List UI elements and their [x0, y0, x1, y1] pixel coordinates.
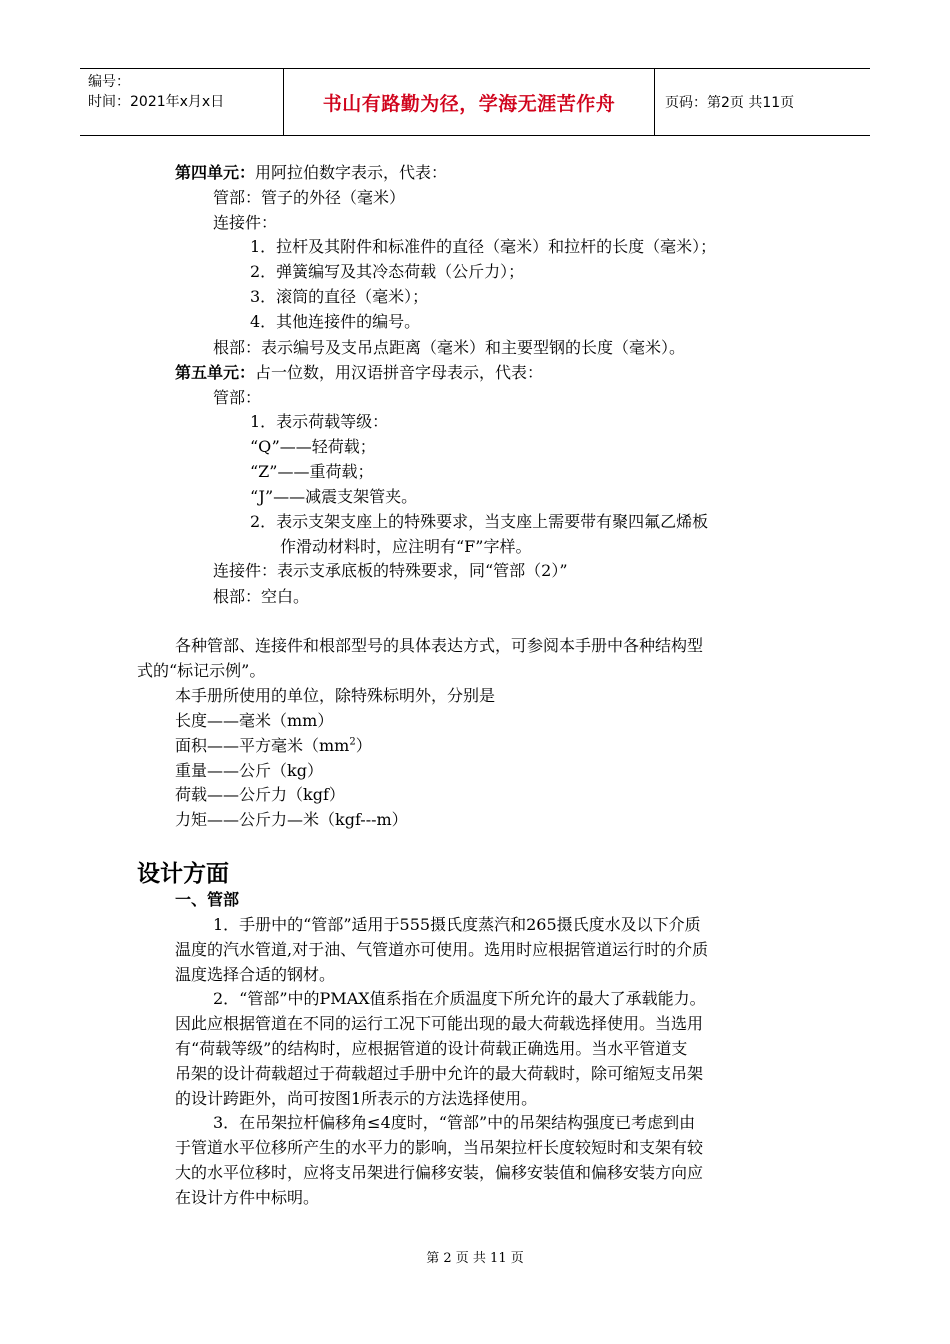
- s3-line2: 于管道水平位移所产生的水平力的影响，当吊架拉杆长度较短时和支架有较: [175, 1138, 704, 1157]
- para2: 本手册所使用的单位，除特殊标明外，分别是: [175, 686, 496, 705]
- unit5-line: [175, 362, 543, 384]
- s1-line3: 温度选择合适的钢材。: [175, 965, 336, 984]
- s2-line2: 因此应根据管道在不同的运行工况下可能出现的最大荷载选择使用。当选用: [175, 1014, 704, 1033]
- unit5-title: 第五单元：: [175, 363, 256, 382]
- header-meta: [80, 69, 283, 135]
- design-heading: 设计方面: [137, 861, 229, 887]
- page-footer: 第 2 页 共 11 页: [426, 1251, 524, 1266]
- s1-line1: 1．手册中的“管部”适用于555摄氏度蒸汽和265摄氏度水及以下介质: [213, 915, 701, 934]
- unit5-pipe: 管部：: [213, 388, 262, 407]
- unit5-item-1: 1．表示荷载等级：: [250, 412, 389, 431]
- s2-line3: 有“荷载等级”的结构时，应根据管道的设计荷载正确选用。当水平管道支: [175, 1039, 688, 1058]
- s2-line1: 2．“管部”中的PMAX值系指在介质温度下所允许的最大了承载能力。: [213, 989, 706, 1008]
- header-motto: 书山有路勤为径，学海无涯苦作舟: [283, 69, 655, 135]
- page-header: [80, 68, 870, 136]
- unit-area-sup: 2: [349, 736, 356, 748]
- unit4-line: [175, 162, 447, 184]
- unit4-item-4: 4．其他连接件的编号。: [250, 312, 421, 331]
- unit4-root: 根部：表示编号及支吊点距离（毫米）和主要型钢的长度（毫米）。: [213, 338, 686, 357]
- s3-line1: 3．在吊架拉杆偏移角≤4度时，“管部”中的吊架结构强度已考虑到由: [213, 1113, 696, 1132]
- unit5-z: “Z”——重荷载；: [250, 462, 374, 481]
- unit-area-close: ）: [355, 736, 372, 755]
- para1-line2: 式的“标记示例”。: [137, 661, 266, 680]
- unit-moment: 力矩——公斤力—米（kgf---m）: [175, 810, 408, 829]
- unit4-pipe: 管部：管子的外径（毫米）: [213, 188, 406, 207]
- unit5-root: 根部：空白。: [213, 587, 310, 606]
- unit5-q: “Q”——轻荷载；: [250, 437, 376, 456]
- unit-length: 长度——毫米（mm）: [175, 711, 334, 730]
- unit4-item-3: 3．滚筒的直径（毫米）；: [250, 287, 429, 306]
- unit4-connector: 连接件：: [213, 213, 278, 232]
- unit-load: 荷载——公斤力（kgf）: [175, 785, 345, 804]
- date-label: 时间：2021年x月x日: [88, 94, 225, 110]
- unit5-intro: 占一位数，用汉语拼音字母表示，代表：: [255, 363, 544, 382]
- unit5-connector: 连接件：表示支承底板的特殊要求，同“管部（2）”: [213, 561, 568, 580]
- unit5-item-2-line1: 2．表示支架支座上的特殊要求，当支座上需要带有聚四氟乙烯板: [250, 512, 709, 531]
- s2-line5: 的设计跨距外，尚可按图1所表示的方法选择使用。: [175, 1089, 538, 1108]
- s3-line4: 在设计方件中标明。: [175, 1188, 320, 1207]
- design-subheading: 一、管部: [175, 890, 240, 909]
- s2-line4: 吊架的设计荷载超过于荷载超过手册中允许的最大荷载时，除可缩短支吊架: [175, 1064, 704, 1083]
- unit-area-text: 面积——平方毫米（mm: [175, 736, 350, 755]
- unit4-item-2: 2．弹簧编写及其冷态荷载（公斤力）；: [250, 262, 525, 281]
- header-page-info: 页码：第2页 共11页: [665, 95, 795, 111]
- unit4-title: 第四单元：: [175, 163, 256, 182]
- s1-line2: 温度的汽水管道,对于油、气管道亦可使用。选用时应根据管道运行时的介质: [175, 940, 709, 959]
- unit-area: [175, 735, 372, 757]
- unit4-intro: 用阿拉伯数字表示，代表：: [255, 163, 448, 182]
- unit-weight: 重量——公斤（kg）: [175, 761, 323, 780]
- unit5-j: “J”——减震支架管夹。: [250, 487, 418, 506]
- unit4-item-1: 1．拉杆及其附件和标准件的直径（毫米）和拉杆的长度（毫米）；: [250, 237, 717, 256]
- unit5-item-2-line2: 作滑动材料时，应注明有“F”字样。: [280, 537, 532, 556]
- s3-line3: 大的水平位移时，应将支吊架进行偏移安装，偏移安装值和偏移安装方向应: [175, 1163, 704, 1182]
- code-label: 编号：: [88, 74, 130, 90]
- para1-line1: 各种管部、连接件和根部型号的具体表达方式，可参阅本手册中各种结构型: [175, 636, 704, 655]
